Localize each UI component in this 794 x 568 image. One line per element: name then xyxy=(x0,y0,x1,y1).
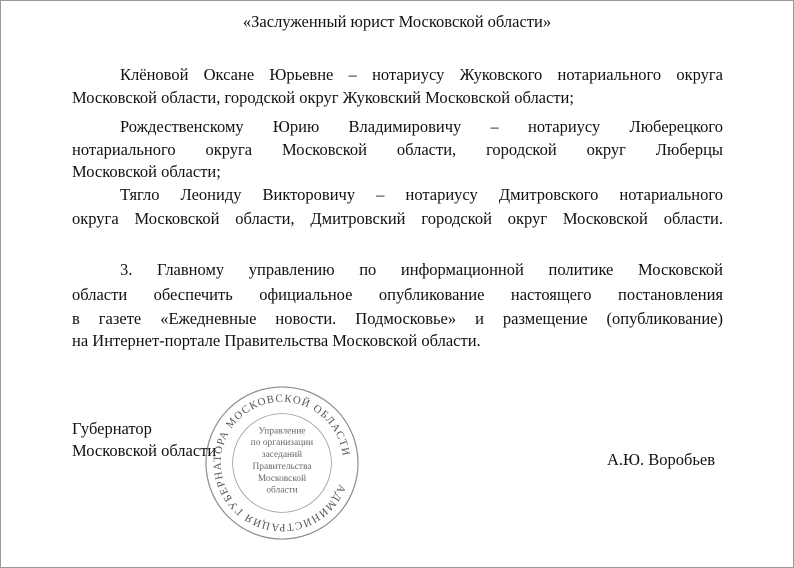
signatory-position-line-2: Московской области xyxy=(72,441,217,460)
signatory-name: А.Ю. Воробьев xyxy=(607,450,716,469)
stamp-inner-line: Правительства xyxy=(252,461,312,472)
stamp-outer-text: АДМИНИСТРАЦИЯ ГУБЕРНАТОРА МОСКОВСКОЙ ОБЛАСТИ xyxy=(211,392,352,534)
awardee-2-line-3: Московской области; xyxy=(72,162,221,181)
awardee-3-line-2: округа Московской области, Дмитровский городской округ Московской области. xyxy=(72,209,723,228)
clause3-line-2: области обеспечить официальное опубликование настоящего постановления xyxy=(72,285,723,304)
stamp-inner-line: Управление xyxy=(258,426,306,437)
stamp-inner-line: Московской xyxy=(257,473,307,484)
award-title: «Заслуженный юрист Московской области» xyxy=(242,12,552,31)
signatory-position-line-1: Губернатор xyxy=(72,419,152,438)
clause3-line-1: 3. Главному управлению по информационной политике Московской xyxy=(120,260,723,279)
clause3-line-3: в газете «Ежедневные новости. Подмосковье» и размещение (опубликование) xyxy=(72,309,723,328)
awardee-3-line-1: Тягло Леониду Викторовичу – нотариусу Дмитровского нотариального xyxy=(120,185,723,204)
stamp-inner-line: заседаний xyxy=(261,450,303,461)
official-stamp xyxy=(203,384,361,542)
stamp-inner-line: области xyxy=(266,485,298,496)
awardee-1-line-2: Московской области, городской округ Жуковский Московской области; xyxy=(72,88,574,107)
stamp-inner-line: по организации xyxy=(250,438,314,449)
awardee-2-line-1: Рождественскому Юрию Владимировичу – нотариусу Люберецкого xyxy=(120,117,723,136)
awardee-2-line-2: нотариального округа Московской области, городской округ Люберцы xyxy=(72,140,723,159)
awardee-1-line-1: Клёновой Оксане Юрьевне – нотариусу Жуковского нотариального округа xyxy=(120,65,723,84)
clause3-line-4: на Интернет-портале Правительства Московской области. xyxy=(72,331,481,350)
